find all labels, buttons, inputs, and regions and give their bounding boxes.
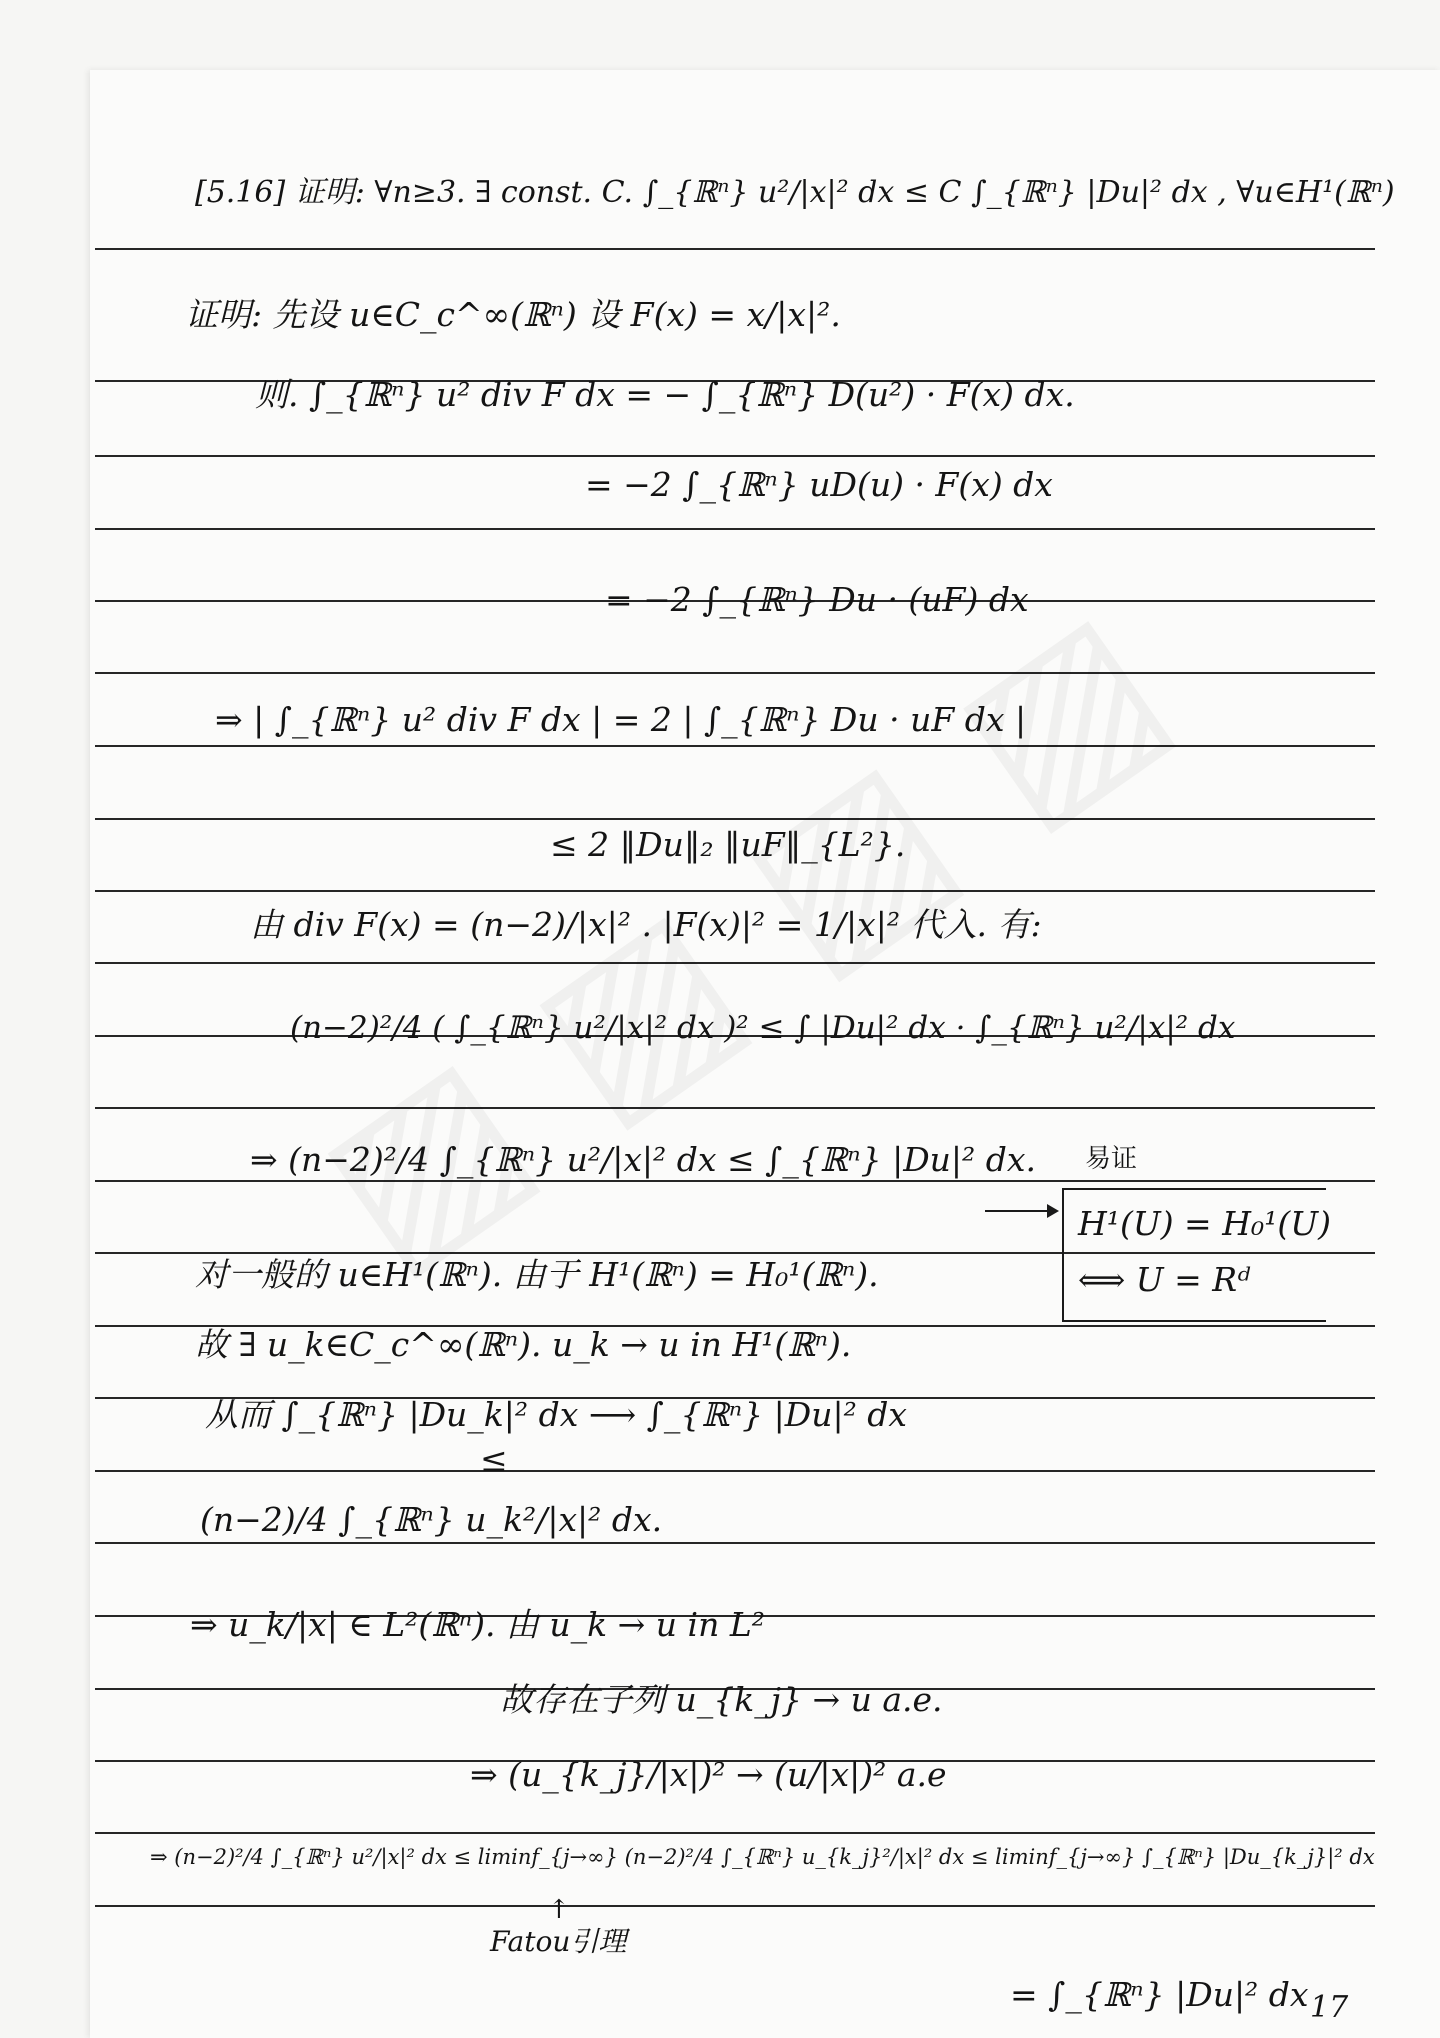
ruled-line — [95, 818, 1375, 820]
ruled-line — [95, 528, 1375, 530]
proof-line-final: = ∫_{ℝⁿ} |Du|² dx — [1010, 1975, 1309, 2014]
proof-line-17: ⇒ (n−2)²/4 ∫_{ℝⁿ} u²/|x|² dx ≤ liminf_{j→∞} (n−2)²/4 ∫_{ℝⁿ} u_{k_j}²/|x|² dx ≤ liminf_{j→∞} ∫_{ℝⁿ} |Du_{k_j}|² dx — [150, 1845, 1375, 1869]
ruled-line — [95, 1107, 1375, 1109]
proof-line-11: 故 ∃ u_k∈C_c^∞(ℝⁿ). u_k → u in H¹(ℝⁿ). — [195, 1325, 852, 1364]
proof-line-13: (n−2)/4 ∫_{ℝⁿ} u_k²/|x|² dx. — [200, 1500, 663, 1539]
ruled-line — [95, 672, 1375, 674]
proof-line-15: 故存在子列 u_{k_j} → u a.e. — [500, 1680, 943, 1719]
le-mark: ≤ — [480, 1440, 508, 1479]
page-number: 17 — [1310, 1990, 1349, 2025]
proof-line-7: 由 div F(x) = (n−2)/|x|² . |F(x)|² = 1/|x|² 代入. 有: — [250, 905, 1042, 944]
proof-line-8: (n−2)²/4 ( ∫_{ℝⁿ} u²/|x|² dx )² ≤ ∫ |Du|² dx · ∫_{ℝⁿ} u²/|x|² dx — [290, 1010, 1236, 1046]
proof-line-3: = −2 ∫_{ℝⁿ} uD(u) · F(x) dx — [585, 465, 1053, 504]
proof-line-9: ⇒ (n−2)²/4 ∫_{ℝⁿ} u²/|x|² dx ≤ ∫_{ℝⁿ} |Du|² dx. — [250, 1140, 1036, 1179]
ruled-line — [95, 1470, 1375, 1472]
ruled-line — [95, 890, 1375, 892]
proof-line-6: ≤ 2 ‖Du‖₂ ‖uF‖_{L²}. — [550, 825, 906, 864]
ruled-line — [95, 1905, 1375, 1907]
ruled-line — [95, 1180, 1375, 1182]
ruled-line — [95, 962, 1375, 964]
notebook-page — [90, 70, 1440, 2038]
proof-line-16: ⇒ (u_{k_j}/|x|)² → (u/|x|)² a.e — [470, 1755, 947, 1794]
proof-line-12: 从而 ∫_{ℝⁿ} |Du_k|² dx ⟶ ∫_{ℝⁿ} |Du|² dx — [205, 1395, 908, 1434]
proof-line-4: = −2 ∫_{ℝⁿ} Du · (uF) dx — [605, 580, 1029, 619]
side-note-box — [1062, 1188, 1331, 1322]
proof-line-1: 证明: 先设 u∈C_c^∞(ℝⁿ) 设 F(x) = x/|x|². — [185, 295, 841, 334]
ruled-line — [95, 1542, 1375, 1544]
side-note-label: 易证 — [1085, 1144, 1138, 1174]
side-note-line-2: ⟺ U = Rᵈ — [1078, 1260, 1251, 1299]
ruled-line — [95, 745, 1375, 747]
arrow-right-icon — [985, 1210, 1057, 1212]
side-note-line-1: H¹(U) = H₀¹(U) — [1078, 1204, 1331, 1243]
proof-line-5: ⇒ | ∫_{ℝⁿ} u² div F dx | = 2 | ∫_{ℝⁿ} Du · uF dx | — [215, 700, 1027, 739]
ruled-line — [95, 455, 1375, 457]
ruled-line — [95, 248, 1375, 250]
proof-line-2: 则. ∫_{ℝⁿ} u² div F dx = − ∫_{ℝⁿ} D(u²) · F(x) dx. — [255, 375, 1075, 414]
ruled-line — [95, 1832, 1375, 1834]
proof-line-10: 对一般的 u∈H¹(ℝⁿ). 由于 H¹(ℝⁿ) = H₀¹(ℝⁿ). — [195, 1255, 879, 1294]
proof-line-14: ⇒ u_k/|x| ∈ L²(ℝⁿ). 由 u_k → u in L² — [190, 1605, 765, 1644]
fatou-lemma-label: Fatou引理 — [490, 1925, 627, 1958]
problem-statement: [5.16] 证明: ∀n≥3. ∃ const. C. ∫_{ℝⁿ} u²/|x|² dx ≤ C ∫_{ℝⁿ} |Du|² dx , ∀u∈H¹(ℝⁿ) — [195, 175, 1395, 210]
arrow-up-mark: ↑ — [548, 1895, 570, 1925]
